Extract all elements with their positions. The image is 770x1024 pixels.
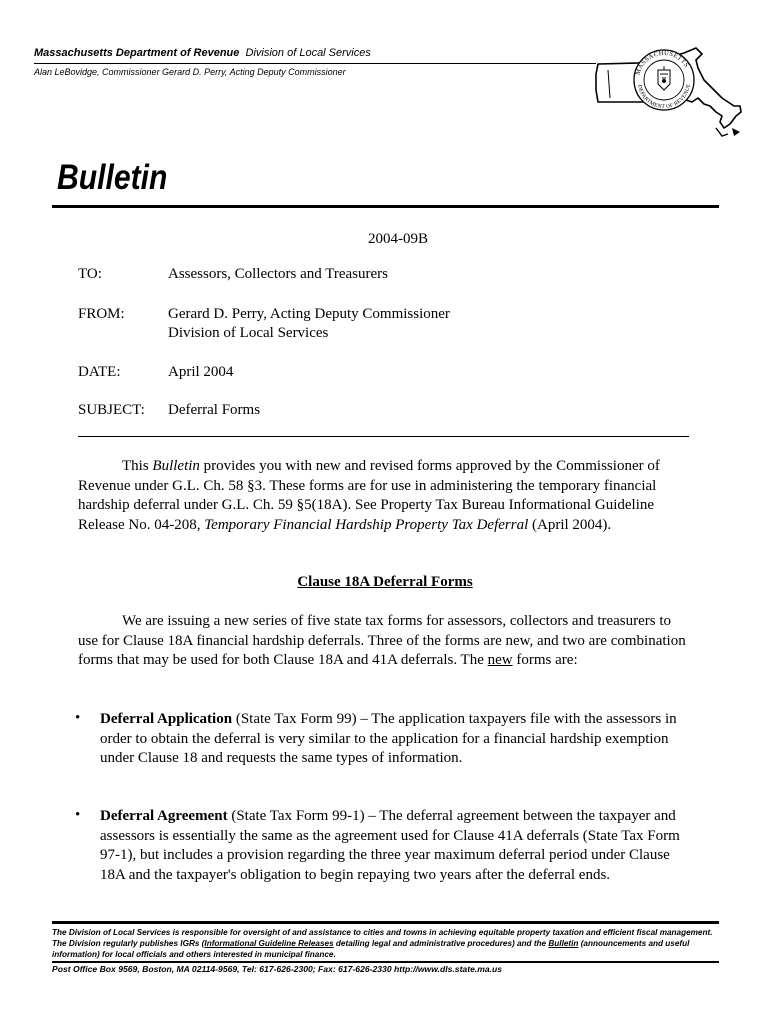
list-item <box>100 710 690 769</box>
intro-guideline-title: Temporary Financial Hardship Property Tax Deferral <box>204 516 529 533</box>
header-divider <box>34 63 596 64</box>
list-item-title: Deferral Agreement <box>100 808 228 824</box>
memo-from-value: Gerard D. Perry, Acting Deputy Commissioner <box>168 306 450 322</box>
list-item <box>100 807 690 885</box>
memo-to-label: TO: <box>78 266 102 282</box>
footer-igr-link: Informational Guideline Releases <box>204 939 334 948</box>
bullet-symbol: • <box>75 807 81 823</box>
section-new-underlined: new <box>487 652 513 668</box>
footer-divider-top <box>52 921 719 924</box>
footer-description <box>52 927 719 960</box>
section-heading <box>0 574 770 591</box>
footer-text-end: (announcements and useful information) for local officials and others interested in municipal finance. <box>52 939 690 959</box>
memo-from-label: FROM: <box>78 306 125 322</box>
seal-text-top: MASSACHUSETTS <box>634 49 690 76</box>
footer-text: The Division of Local Services is responsible for oversight of and assistance to cities and towns in achieving equitable property taxation and efficient fiscal management. The Division regularly publishes IGRs ( <box>52 928 713 948</box>
section-text: We are issuing a new series of five state tax forms for assessors, collectors and treasurers to use for Clause 18A financial hardship deferrals. Three of the forms are new, and two are combination forms that may be used for both Clause 18A and 41A deferrals. The <box>78 613 686 668</box>
memo-subject-label: SUBJECT: <box>78 402 145 418</box>
bulletin-number: 2004-09B <box>368 231 428 247</box>
footer-divider-bottom <box>52 961 719 963</box>
footer-text-cont: detailing legal and administrative procedures) and the <box>333 939 549 948</box>
intro-text-cont: provides you with new and revised forms approved by the Commissioner of Revenue under G.L. Ch. 58 §3. These forms are for use in administering the temporary financial hardship deferral under G.L. Ch. 59 §5(18A). See Property Tax Bureau Informational Guideline Release No. 04-208, <box>78 458 660 533</box>
dor-seal-logo <box>594 40 744 140</box>
intro-text-end: (April 2004). <box>528 516 612 533</box>
memo-date-label: DATE: <box>78 364 121 380</box>
memo-date-value: April 2004 <box>168 364 234 380</box>
title-divider <box>52 205 719 208</box>
page-title: Bulletin <box>57 158 168 197</box>
intro-bulletin-italic: Bulletin <box>152 458 200 474</box>
department-name: Massachusetts Department of Revenue <box>34 47 240 59</box>
list-item-title: Deferral Application <box>100 711 233 727</box>
intro-text: This <box>122 458 153 474</box>
header-staff-line: Alan LeBovidge, Commissioner Gerard D. Perry, Acting Deputy Commissioner <box>34 67 346 77</box>
footer-bulletin-link: Bulletin <box>548 939 579 948</box>
section-heading-text: Clause 18A Deferral Forms <box>297 574 473 590</box>
section-paragraph <box>78 612 688 671</box>
division-name: Division of Local Services <box>245 47 371 59</box>
list-item-text: (State Tax Form 99) – The application taxpayers file with the assessors in order to obtain the deferral is very similar to the application for a financial hardship exemption under Clause 18 and requests the same types of information. <box>100 711 677 766</box>
memo-divider <box>78 436 689 437</box>
memo-to-value: Assessors, Collectors and Treasurers <box>168 266 388 282</box>
list-item-text: (State Tax Form 99-1) – The deferral agreement between the taxpayer and assessors is essentially the same as the agreement used for Clause 41A deferrals (State Tax Form 97-1), but includes a provision regarding the three year maximum deferral period under Clause 18A and the taxpayer's obligation to begin repaying two years after the deferral ends. <box>100 808 680 883</box>
seal-text-bottom: DEPARTMENT OF REVENUE <box>636 83 692 111</box>
bullet-symbol: • <box>75 710 81 726</box>
section-text-end: forms are: <box>512 652 578 668</box>
header-department-line <box>34 47 371 59</box>
memo-from-division: Division of Local Services <box>168 325 329 341</box>
footer-address: Post Office Box 9569, Boston, MA 02114-9569, Tel: 617-626-2300; Fax: 617-626-2330 http://www.dls.state.ma.us <box>52 964 503 974</box>
intro-paragraph <box>78 457 688 535</box>
memo-subject-value: Deferral Forms <box>168 402 261 418</box>
